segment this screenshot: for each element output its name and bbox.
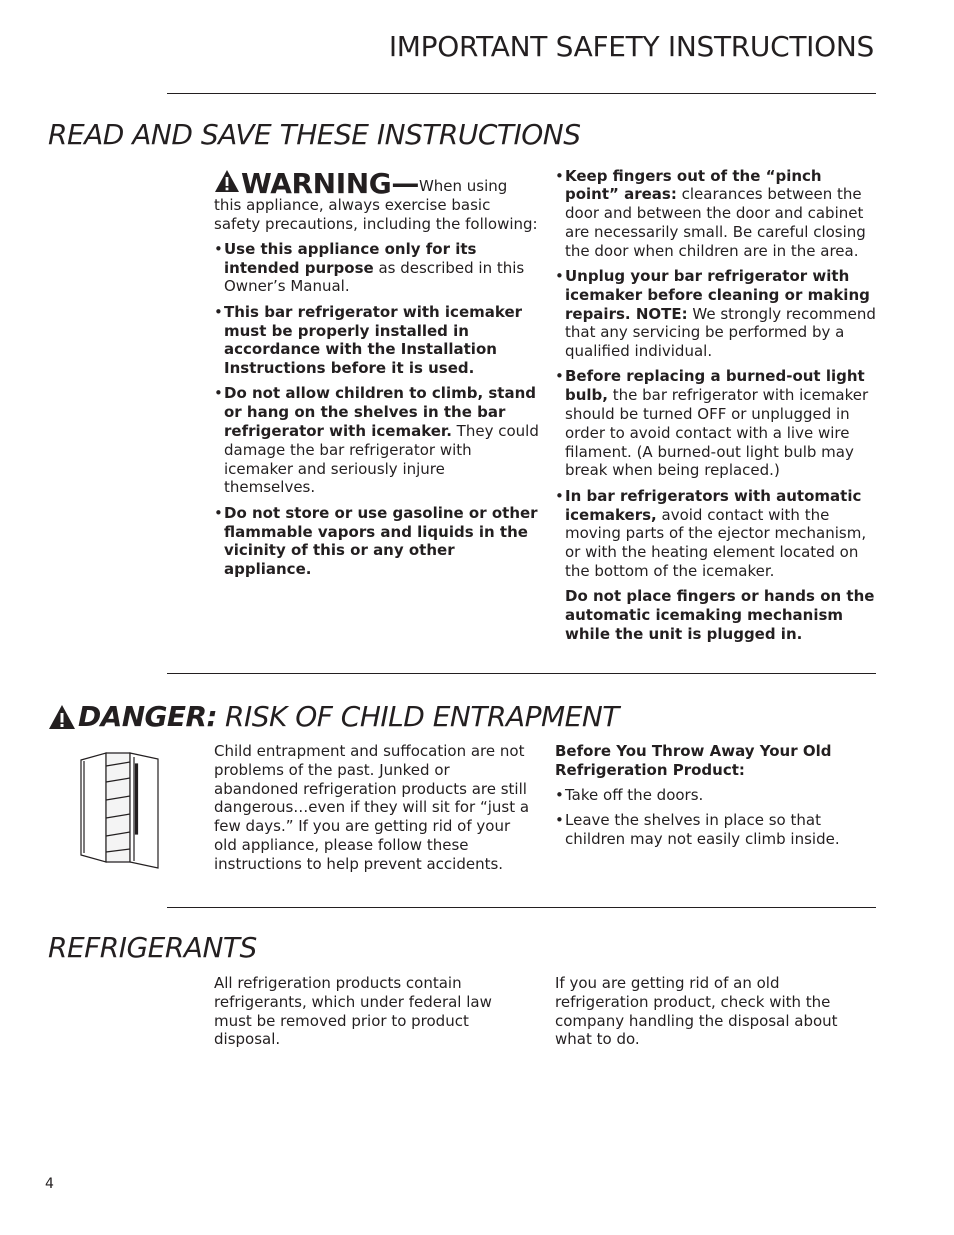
section-title-read-save: READ AND SAVE THESE INSTRUCTIONS: [48, 118, 581, 151]
warning-column-right: [555, 160, 877, 644]
refrigerants-column-left: [214, 974, 534, 1049]
danger-title: RISK OF CHILD ENTRAPMENT: [225, 700, 619, 733]
list-item: • Keep fingers out of the “pinch point” areas: clearances between the door and between the door and cabinet are necessarily small. Be careful closing the door when children are in the area.: [555, 166, 866, 260]
section-title-refrigerants: REFRIGERANTS: [48, 931, 257, 964]
left-bullet-list: [214, 240, 539, 579]
danger-column-right: [555, 742, 877, 849]
section-divider-danger: [167, 673, 876, 674]
warning-intro-paragraph: [214, 169, 539, 233]
list-item: • Unplug your bar refrigerator with icemaker before cleaning or making repairs. NOTE: We strongly recommend that any servicing be performed by a qualified individual.: [555, 266, 876, 361]
entrapment-paragraph: Child entrapment and suffocation are not problems of the past. Junked or abandoned refrigeration products are still dangerous…even if they will sit for “just a few days.” If you are getting rid of your old appliance, please follow these instructions to help prevent accidents.: [214, 742, 530, 873]
list-item: • Use this appliance only for its intended purpose as described in this Owner’s Manual.: [214, 239, 525, 296]
refrigerator-open-door-illustration: [78, 752, 160, 870]
refrigerants-disposal-paragraph: If you are getting rid of an old refrigeration product, check with the company handling the disposal about what to do.: [555, 974, 838, 1049]
warning-column-left: [214, 169, 539, 579]
danger-label: DANGER:: [78, 700, 218, 733]
list-item: • Take off the doors.: [555, 786, 704, 805]
right-bullet-list: [555, 167, 877, 581]
page-header-title: IMPORTANT SAFETY INSTRUCTIONS: [388, 30, 874, 63]
disposal-heading: Before You Throw Away Your Old Refrigeration Product:: [555, 742, 832, 779]
danger-heading: [48, 700, 619, 733]
list-item: • This bar refrigerator with icemaker must be properly installed in accordance with the Installation Instructions before it is used.: [214, 302, 523, 378]
danger-triangle-icon: [48, 704, 76, 730]
list-item: • Do not allow children to climb, stand or hang on the shelves in the bar refrigerator with icemaker. They could damage the bar refrigerator with icemaker and seriously injure themselves.: [214, 384, 539, 497]
section-divider-refrigerants: [167, 907, 876, 908]
warning-triangle-icon: [214, 169, 240, 193]
warning-heading: WARNING—: [241, 167, 419, 200]
icemaker-note: Do not place fingers or hands on the automatic icemaking mechanism while the unit is plugged in.: [565, 587, 875, 643]
refrigerants-column-right: [555, 974, 873, 1049]
refrigerants-law-paragraph: All refrigeration products contain refrigerants, which under federal law must be removed prior to product disposal.: [214, 974, 492, 1049]
page-number: 4: [45, 1176, 54, 1192]
header-divider: [167, 93, 876, 94]
list-item: • Before replacing a burned-out light bulb, the bar refrigerator with icemaker should be turned OFF or unplugged in order to avoid contact with a live wire filament. (A burned-out light bulb may break when being replaced.): [555, 367, 869, 480]
list-item: • Do not store or use gasoline or other flammable vapors and liquids in the vicinity of this or any other appliance.: [214, 503, 538, 579]
list-item: • In bar refrigerators with automatic icemakers, avoid contact with the moving parts of the ejector mechanism, or with the heating element located on the bottom of the icemaker.: [555, 486, 867, 580]
danger-column-left: [214, 742, 532, 874]
list-item: • Leave the shelves in place so that children may not easily climb inside.: [555, 811, 840, 849]
disposal-bullet-list: [555, 786, 877, 849]
warning-intro-text: When using this appliance, always exercise basic safety precautions, including the following:: [214, 177, 538, 233]
